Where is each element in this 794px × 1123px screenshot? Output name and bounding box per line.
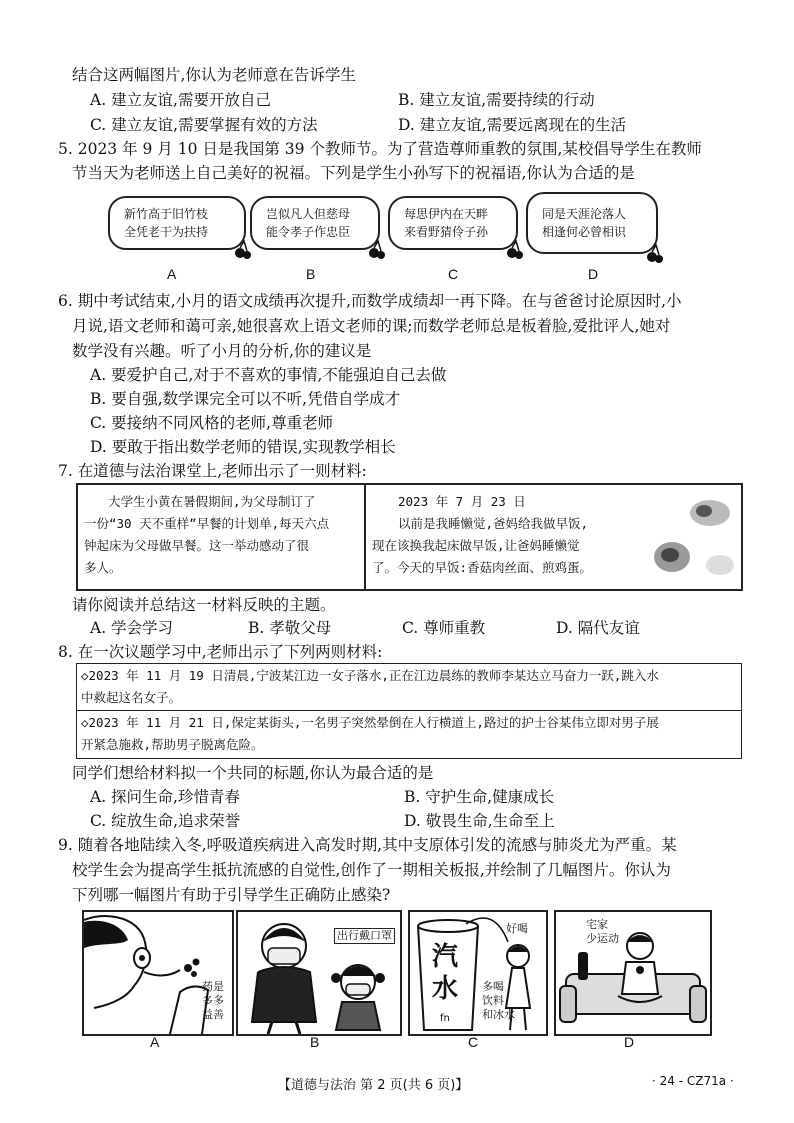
q8-option-b: B. 守护生命,健康成长 [404,788,555,806]
bubble-a-line1: 新竹高于旧竹枝 [124,207,209,221]
q8-option-d: D. 敬畏生命,生命至上 [404,812,555,830]
cherry-icon [504,240,524,260]
q5-bubble-a [108,196,246,250]
bubble-d-line2: 相逢何必曾相识 [542,225,627,239]
bottle-text3: fn [440,1013,450,1024]
q7-right-line1: 2023 年 7 月 23 日 [398,494,526,509]
q8-question: 同学们想给材料拟一个共同的标题,你认为最合适的是 [72,764,434,782]
q6-option-c: C. 要接纳不同风格的老师,尊重老师 [90,414,334,432]
q4-option-d: D. 建立友谊,需要远离现在的生活 [398,116,627,134]
bubble-c-line2: 来看野猜伶子孙 [404,225,489,239]
q5-label-d: D [588,266,599,282]
q8-material1-line2: 中救起这名女子。 [81,690,182,705]
bubble-a-line2: 全凭老干为扶持 [124,225,209,239]
q7-option-d: D. 隔代友谊 [556,619,640,637]
q7-left-line3: 钟起床为父母做早餐。这一举动感动了很 [84,538,310,553]
q5-label-a: A [167,266,177,282]
cherry-icon [366,240,386,260]
sofa-stay-home-illustration [556,912,710,1034]
q9-stem-line2: 校学生会为提高学生抵抗流感的自觉性,创作了一期相关板报,并绘制了几幅图片。你认为 [72,861,671,879]
q9-label-a: A [150,1034,160,1050]
bubble-d-line1: 同是天涯沦落人 [542,207,627,221]
q7-stem: 7. 在道德与法治课堂上,老师出示了一则材料: [58,462,367,480]
q4-option-a: A. 建立友谊,需要开放自己 [90,91,271,109]
q7-option-c: C. 尊师重教 [402,619,486,637]
panel-c-text3: 饮料 [482,994,504,1007]
q5-label-c: C [448,266,459,282]
q4-stem: 结合这两幅图片,你认为老师意在告诉学生 [72,66,356,84]
breakfast-photo [650,491,738,583]
q4-option-c: C. 建立友谊,需要掌握有效的方法 [90,116,318,134]
q8-option-a: A. 探问生命,珍惜青春 [90,788,240,806]
q6-stem-line3: 数学没有兴趣。听了小月的分析,你的建议是 [72,342,372,360]
panel-b-text1: 出行戴口罩 [334,928,395,944]
q7-right-line4: 了。今天的早饭:香菇肉丝面、煎鸡蛋。 [372,560,593,575]
panel-c-text1: 好喝 [506,922,528,935]
q6-option-d: D. 要敢于指出数学老师的错误,实现教学相长 [90,438,396,456]
q5-stem-line2: 节当天为老师送上自己美好的祝福。下列是学生小孙写下的祝福语,你认为合适的是 [72,164,635,182]
q9-panel-a [82,910,234,1036]
q9-stem-line3: 下列哪一幅图片有助于引导学生正确防止感染? [72,886,391,904]
panel-c-text2: 多喝 [482,980,504,993]
q7-left-line2: 一份“30 天不重样”早餐的计划单,每天六点 [84,516,330,531]
q5-bubble-b [250,196,380,250]
bottle-text1: 汽 [432,942,459,972]
panel-d-text2: 少运动 [586,932,619,945]
q6-option-b: B. 要自强,数学课完全可以不听,凭借自学成才 [90,390,401,408]
q6-stem-line1: 6. 期中考试结束,小月的语文成绩再次提升,而数学成绩却一再下降。在与爸爸讨论原因时,小 [58,292,682,310]
q9-panel-c [408,910,548,1036]
q8-material-box [76,663,742,759]
q9-label-d: D [624,1034,635,1050]
q8-material2-line2: 开紧急施救,帮助男子脱离危险。 [81,737,264,752]
bubble-c-line1: 每思伊内在天畔 [404,207,489,221]
panel-a-text3: 益善 [202,1008,224,1021]
panel-a-text2: 多多 [202,994,224,1007]
q9-panel-d [554,910,712,1036]
panel-d-text1: 宅家 [586,918,608,931]
q7-option-a: A. 学会学习 [90,619,174,637]
q7-option-b: B. 孝敬父母 [248,619,332,637]
q7-divider [364,485,366,589]
q6-stem-line2: 月说,语文老师和蔼可亲,她很喜欢上语文老师的课;而数学老师总是板着脸,爱批评人,她对 [72,317,671,335]
cherry-icon [644,244,664,264]
panel-c-text4: 和冰水 [482,1008,515,1021]
q8-material2-line1: ◇2023 年 11 月 21 日,保定某街头,一名男子突然晕倒在人行横道上,路过的护士谷某伟立即对男子展 [81,715,659,730]
q5-bubble-d [526,192,658,254]
q7-question: 请你阅读并总结这一材料反映的主题。 [72,596,336,614]
q9-panel-b [236,910,402,1036]
bubble-b-line1: 岂似凡人但慈母 [266,207,351,221]
q8-separator [77,710,741,711]
q9-label-b: B [310,1034,320,1050]
q6-option-a: A. 要爱护自己,对于不喜欢的事情,不能强迫自己去做 [90,366,447,384]
q9-stem-line1: 9. 随着各地陆续入冬,呼吸道疾病进入高发时期,其中支原体引发的流感与肺炎尤为严重。某 [58,836,677,854]
q5-stem-line1: 5. 2023 年 9 月 10 日是我国第 39 个教师节。为了营造尊师重教的氛围,某校倡导学生在教师 [58,140,702,158]
cherry-icon [232,240,252,260]
footer-code: · 24 - CZ71a · [652,1074,734,1088]
q8-stem: 8. 在一次议题学习中,老师出示了下列两则材料: [58,643,383,661]
q9-label-c: C [468,1034,479,1050]
footer-page-info: 【道德与法治 第 2 页(共 6 页)】 [278,1078,469,1093]
q7-left-line1: 大学生小黄在暑假期间,为父母制订了 [108,494,316,509]
q7-right-line3: 现在该换我起床做早饭,让爸妈睡懒觉 [372,538,580,553]
q8-material1-line1: ◇2023 年 11 月 19 日清晨,宁波某江边一女子落水,正在江边晨练的教师李某达立马奋力一跃,跳入水 [81,668,659,683]
bottle-text2: 水 [432,974,459,1004]
panel-a-text1: 药是 [202,980,224,993]
q7-material-box [76,483,743,591]
q5-label-b: B [306,266,316,282]
q7-right-line2: 以前是我睡懒觉,爸妈给我做早饭, [398,516,589,531]
q5-bubble-c [388,196,518,250]
q7-left-line4: 多人。 [84,560,122,575]
q4-option-b: B. 建立友谊,需要持续的行动 [398,91,595,109]
bubble-b-line2: 能令孝子作忠臣 [266,225,351,239]
q8-option-c: C. 绽放生命,追求荣誉 [90,812,241,830]
